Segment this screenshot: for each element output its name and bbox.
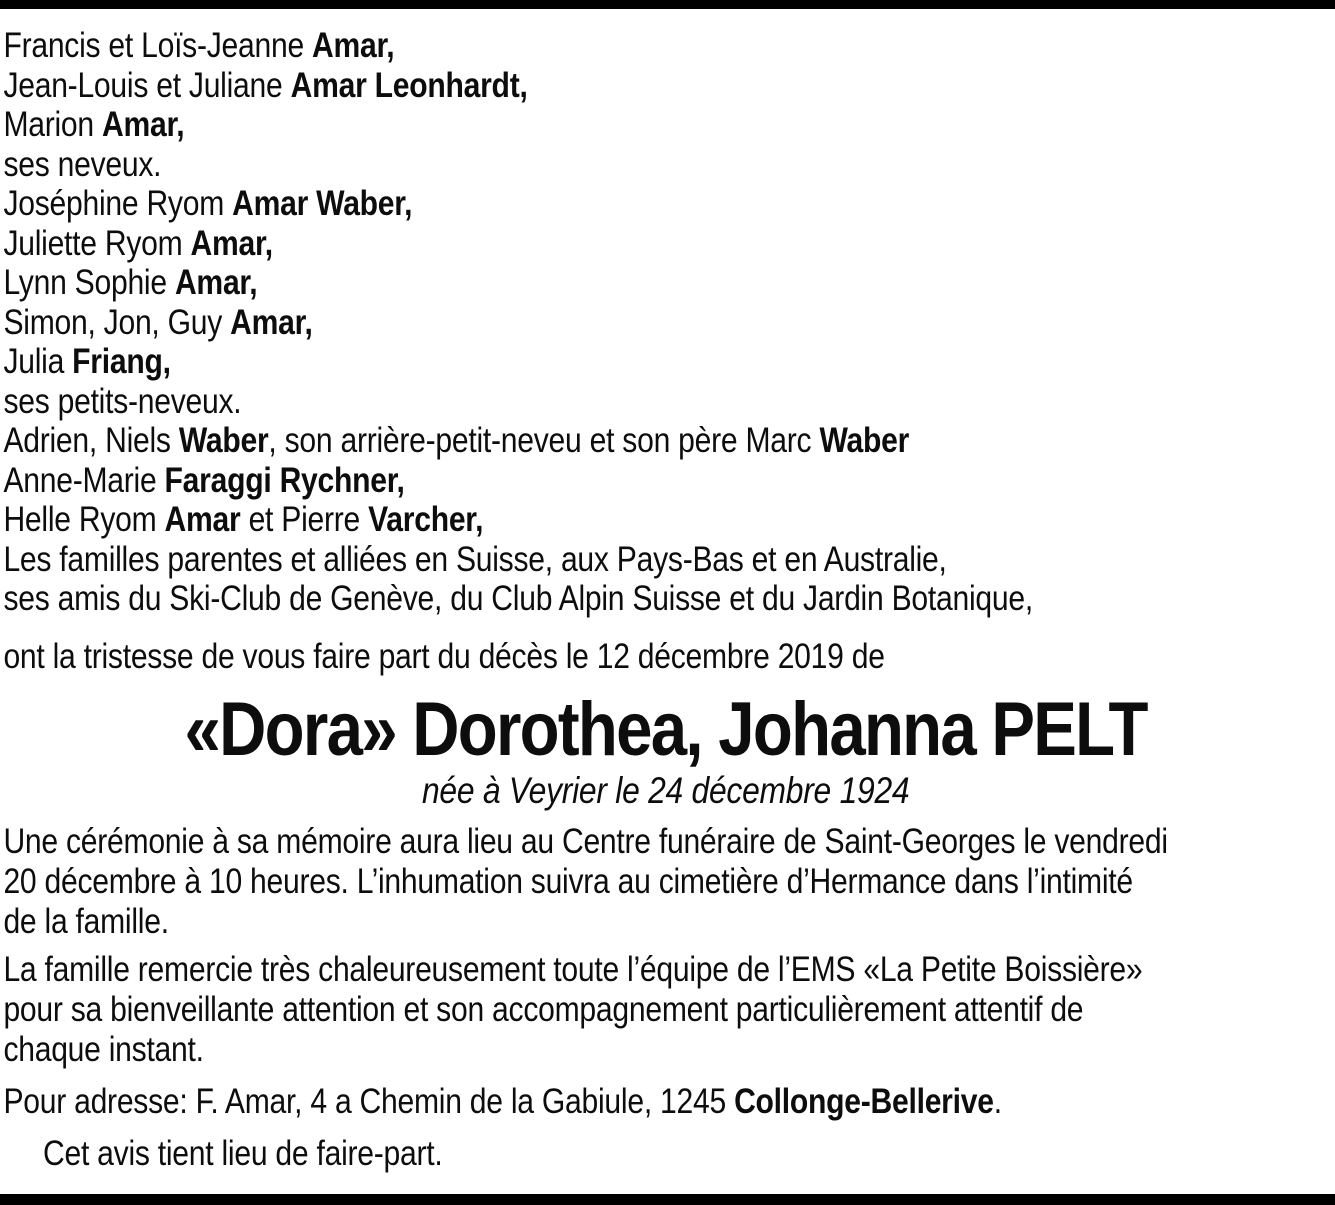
relative-name: Amar, [312, 26, 395, 65]
relative-text: Julia [3, 342, 73, 381]
relative-text: ses neveux. [3, 144, 162, 184]
announcement-line: ont la tristesse de vous faire part du décès le 12 décembre 2019 de [3, 636, 885, 676]
ceremony-line: Une cérémonie à sa mémoire aura lieu au Centre funéraire de Saint-Georges le vendredi [3, 822, 1168, 861]
relative-line [3, 579, 1327, 619]
closing-line: Cet avis tient lieu de faire-part. [43, 1134, 443, 1173]
relative-name: Friang, [72, 342, 171, 381]
relative-line [3, 184, 1327, 224]
relative-name: Varcher, [368, 500, 484, 539]
deceased-name: «Dora» Dorothea, Johanna PELT [184, 687, 1147, 772]
relative-text: , son arrière-petit-neveu et son père Marc [268, 421, 820, 460]
relative-line [3, 421, 1327, 461]
relative-text: ses amis du Ski-Club de Genève, du Club Alpin Suisse et du Jardin Botanique, [3, 579, 1033, 618]
relative-line [3, 303, 1327, 343]
relative-text: Les familles parentes et alliées en Suisse, aux Pays-Bas et en Australie, [3, 539, 947, 579]
relative-text: et Pierre [240, 500, 369, 539]
relative-text: Francis et Loïs-Jeanne [3, 26, 313, 65]
relative-name: Amar Waber, [232, 184, 413, 223]
ceremony-paragraph [3, 822, 1327, 942]
ceremony-line: de la famille. [3, 902, 169, 941]
relative-text: Marion [3, 105, 103, 144]
relative-line [3, 461, 1327, 501]
relatives-list [3, 26, 1327, 619]
relative-text: Juliette Ryom [3, 223, 191, 263]
relative-name: Waber [178, 421, 269, 460]
relative-line [3, 26, 1327, 66]
relative-line [3, 105, 1327, 145]
address-locality: Collonge-Bellerive [734, 1082, 994, 1121]
relative-text: Joséphine Ryom [3, 184, 233, 223]
birth-line: née à Veyrier le 24 décembre 1924 [421, 770, 910, 811]
relation-label [3, 382, 1327, 422]
relative-line [3, 500, 1327, 540]
address-text: . [993, 1082, 1002, 1121]
relative-name: Amar, [230, 302, 313, 342]
top-rule [0, 0, 1335, 9]
thanks-line: chaque instant. [3, 1030, 204, 1069]
relative-text: Anne-Marie [3, 460, 165, 500]
relative-name: Waber [819, 421, 910, 460]
relative-line [3, 224, 1327, 264]
relative-text: Simon, Jon, Guy [3, 302, 231, 342]
relative-text: Helle Ryom [3, 500, 165, 539]
relative-text: Jean-Louis et Juliane [3, 65, 291, 105]
relative-line [3, 66, 1327, 106]
relative-name: Amar, [174, 263, 258, 302]
ceremony-line: 20 décembre à 10 heures. L’inhumation suivra au cimetière d’Hermance dans l’intimité [3, 862, 1133, 901]
relative-name: Amar, [190, 223, 273, 263]
address-text: Pour adresse: F. Amar, 4 a Chemin de la Gabiule, 1245 [3, 1082, 735, 1121]
relative-text: Adrien, Niels [3, 421, 179, 460]
bottom-rule [0, 1194, 1335, 1205]
thanks-line: La famille remercie très chaleureusement toute l’équipe de l’EMS «La Petite Boissière» [3, 950, 1143, 989]
relation-label [3, 145, 1327, 185]
thanks-paragraph [3, 950, 1327, 1070]
relative-line [3, 263, 1327, 303]
relative-name: Amar [164, 500, 241, 539]
relative-name: Faraggi Rychner, [164, 460, 405, 500]
obituary-notice [0, 10, 1335, 1174]
relative-line [3, 540, 1327, 580]
thanks-line: pour sa bienveillante attention et son accompagnement particulièrement attentif de [3, 990, 1084, 1029]
relative-line [3, 342, 1327, 382]
relative-text: ses petits-neveux. [3, 381, 242, 421]
relative-name: Amar, [102, 105, 185, 144]
relative-name: Amar Leonhardt, [290, 65, 528, 105]
address-line [3, 1082, 1327, 1122]
relative-text: Lynn Sophie [3, 263, 175, 302]
